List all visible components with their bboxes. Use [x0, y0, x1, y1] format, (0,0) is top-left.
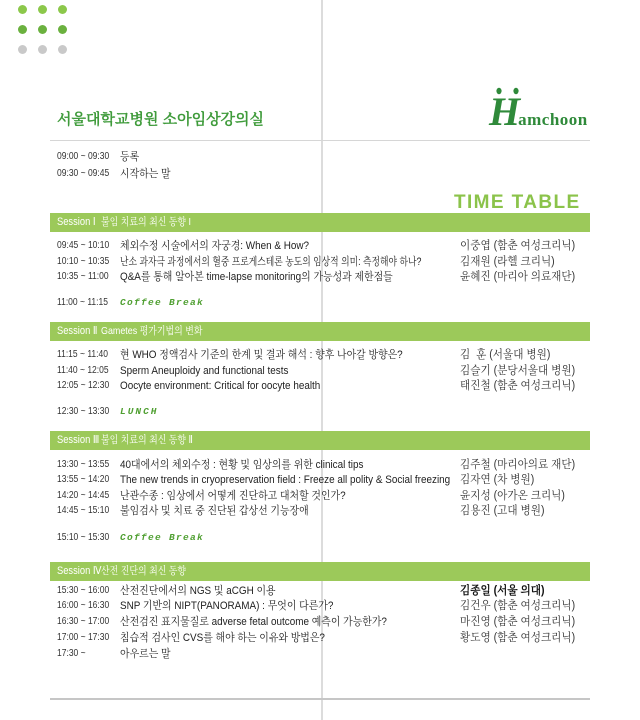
- speaker: 김용진 (고대 병원): [460, 505, 545, 517]
- talk-row: [0, 457, 640, 473]
- time-slot: 17:30 ~: [57, 648, 86, 659]
- session-1-header: [50, 213, 590, 232]
- topic: 40대에서의 체외수정 : 현황 및 임상의를 위한 clinical tips: [120, 459, 364, 471]
- topic: 침습적 검사인 CVS를 해야 하는 이유와 방법은?: [120, 632, 325, 644]
- talk-row: [0, 488, 640, 504]
- speaker: 황도영 (함춘 여성크리닉): [460, 632, 576, 644]
- speaker: 김주철 (마리아의료 재단): [460, 459, 576, 471]
- time-table-heading: TIME TABLE: [454, 192, 581, 213]
- topic: 등록: [120, 151, 140, 163]
- topic: The new trends in cryopreservation field : Freeze all polity & Social freezing: [120, 474, 451, 486]
- time-slot: 16:00 ~ 16:30: [57, 600, 110, 611]
- time-slot: 13:30 ~ 13:55: [57, 459, 110, 470]
- speaker: 김 훈 (서울대 병원): [460, 349, 551, 361]
- topic: 불임검사 및 치료 중 진단된 갑상선 기능장애: [120, 505, 309, 517]
- talk-row: [0, 614, 640, 630]
- topic: 현 WHO 정액검사 기준의 한계 및 결과 해석 : 향후 나아갈 방향은?: [120, 349, 403, 361]
- time-slot: 14:45 ~ 15:10: [57, 505, 110, 516]
- talk-row: [0, 238, 640, 254]
- dot-icon: [58, 5, 67, 14]
- speaker: 김슬기 (분당서울대 병원): [460, 365, 576, 377]
- time-slot: 11:40 ~ 12:05: [57, 365, 109, 376]
- time-slot: 13:55 ~ 14:20: [57, 474, 110, 485]
- time-slot: 15:10 ~ 15:30: [57, 532, 110, 543]
- dot-icon: [38, 5, 47, 14]
- time-slot: 15:30 ~ 16:00: [57, 585, 110, 596]
- session-4-header: [50, 562, 590, 581]
- break-label: LUNCH: [120, 406, 159, 417]
- talk-row: [0, 254, 640, 270]
- session-label: Session Ⅳ: [57, 565, 102, 577]
- talk-row: [0, 598, 640, 614]
- topic: Q&A를 통해 알아본 time-lapse monitoring의 가능성과 제한점들: [120, 271, 393, 283]
- topic: 산전진단에서의 NGS 및 aCGH 이용: [120, 585, 276, 597]
- hamchoon-logo: [489, 86, 593, 134]
- dot-icon: [58, 25, 67, 34]
- break-label: Coffee Break: [120, 532, 205, 543]
- break-label: Coffee Break: [120, 297, 205, 308]
- schedule-row-closing: [0, 646, 640, 662]
- session-2-header: [50, 322, 590, 341]
- dot-icon: [38, 45, 47, 54]
- topic: 산전검진 표지물질로 adverse fetal outcome 예측이 가능한가?: [120, 616, 387, 628]
- topic: 체외수정 시술에서의 자궁경: When & How?: [120, 240, 310, 252]
- topic: Sperm Aneuploidy and functional tests: [120, 365, 289, 377]
- talk-row: [0, 269, 640, 285]
- time-slot: 10:10 ~ 10:35: [57, 256, 110, 267]
- talk-row: [0, 347, 640, 363]
- time-slot: 09:45 ~ 10:10: [57, 240, 110, 251]
- venue-title: 서울대학교병원 소아임상강의실: [57, 111, 265, 128]
- session-label: Session Ⅰ: [57, 216, 96, 228]
- session-title: Gametes 평가기법의 변화: [101, 325, 203, 337]
- dot-icon: [18, 45, 27, 54]
- speaker: 태진철 (함춘 여성크리닉): [460, 380, 576, 392]
- talk-row: [0, 472, 640, 488]
- speaker: 윤지성 (아가온 크리닉): [460, 490, 565, 502]
- topic: 난소 과자극 과정에서의 혈중 프로게스테론 농도의 임상적 의미: 측정해야 하나?: [120, 256, 422, 268]
- speaker: 마진영 (함춘 여성크리닉): [460, 616, 576, 628]
- dot-icon: [58, 45, 67, 54]
- speaker: 김자연 (차 병원): [460, 474, 535, 486]
- time-slot: 17:00 ~ 17:30: [57, 632, 110, 643]
- time-slot: 12:05 ~ 12:30: [57, 380, 110, 391]
- speaker: 김건우 (함춘 여성크리닉): [460, 600, 576, 612]
- session-title: 불임 치료의 최신 동향 I: [101, 216, 191, 228]
- coffee-break-row: [0, 295, 640, 311]
- time-slot: 10:35 ~ 11:00: [57, 271, 109, 282]
- talk-row: [0, 630, 640, 646]
- time-slot: 11:15 ~ 11:40: [57, 349, 108, 360]
- time-slot: 16:30 ~ 17:00: [57, 616, 110, 627]
- time-slot: 12:30 ~ 13:30: [57, 406, 110, 417]
- schedule-row-registration: [0, 149, 640, 165]
- session-title: 산전 진단의 최신 동향: [101, 565, 187, 577]
- dot-icon: [18, 5, 27, 14]
- topic: 난관수종 : 임상에서 어떻게 진단하고 대처할 것인가?: [120, 490, 346, 502]
- talk-row: [0, 583, 640, 599]
- time-slot: 09:00 ~ 09:30: [57, 151, 110, 162]
- talk-row: [0, 503, 640, 519]
- talk-row: [0, 378, 640, 394]
- footer-divider: [50, 698, 590, 700]
- topic: SNP 기반의 NIPT(PANORAMA) : 무엇이 다른가?: [120, 600, 334, 612]
- lunch-row: [0, 404, 640, 420]
- topic: 아우르는 말: [120, 648, 171, 660]
- schedule-row-opening: [0, 166, 640, 182]
- dot-icon: [38, 25, 47, 34]
- time-slot: 09:30 ~ 09:45: [57, 168, 110, 179]
- speaker: 김종일 (서울 의대): [460, 585, 545, 597]
- speaker: 이중엽 (함춘 여성크리닉): [460, 240, 576, 252]
- session-label: Session Ⅲ: [57, 434, 100, 446]
- speaker: 김재원 (라헬 크리닉): [460, 256, 555, 268]
- time-slot: 11:00 ~ 11:15: [57, 297, 108, 308]
- topic: Oocyte environment: Critical for oocyte health: [120, 380, 321, 392]
- session-3-header: [50, 431, 590, 450]
- coffee-break-row: [0, 530, 640, 546]
- topic: 시작하는 말: [120, 168, 171, 180]
- logo-wordmark: Hamchoon: [489, 89, 588, 134]
- time-slot: 14:20 ~ 14:45: [57, 490, 110, 501]
- session-title: 불임 치료의 최신 동향 Ⅱ: [101, 434, 193, 446]
- header-divider: [50, 140, 590, 141]
- talk-row: [0, 363, 640, 379]
- speaker: 윤혜진 (마리아 의료재단): [460, 271, 576, 283]
- dot-icon: [18, 25, 27, 34]
- session-label: Session Ⅱ: [57, 325, 98, 337]
